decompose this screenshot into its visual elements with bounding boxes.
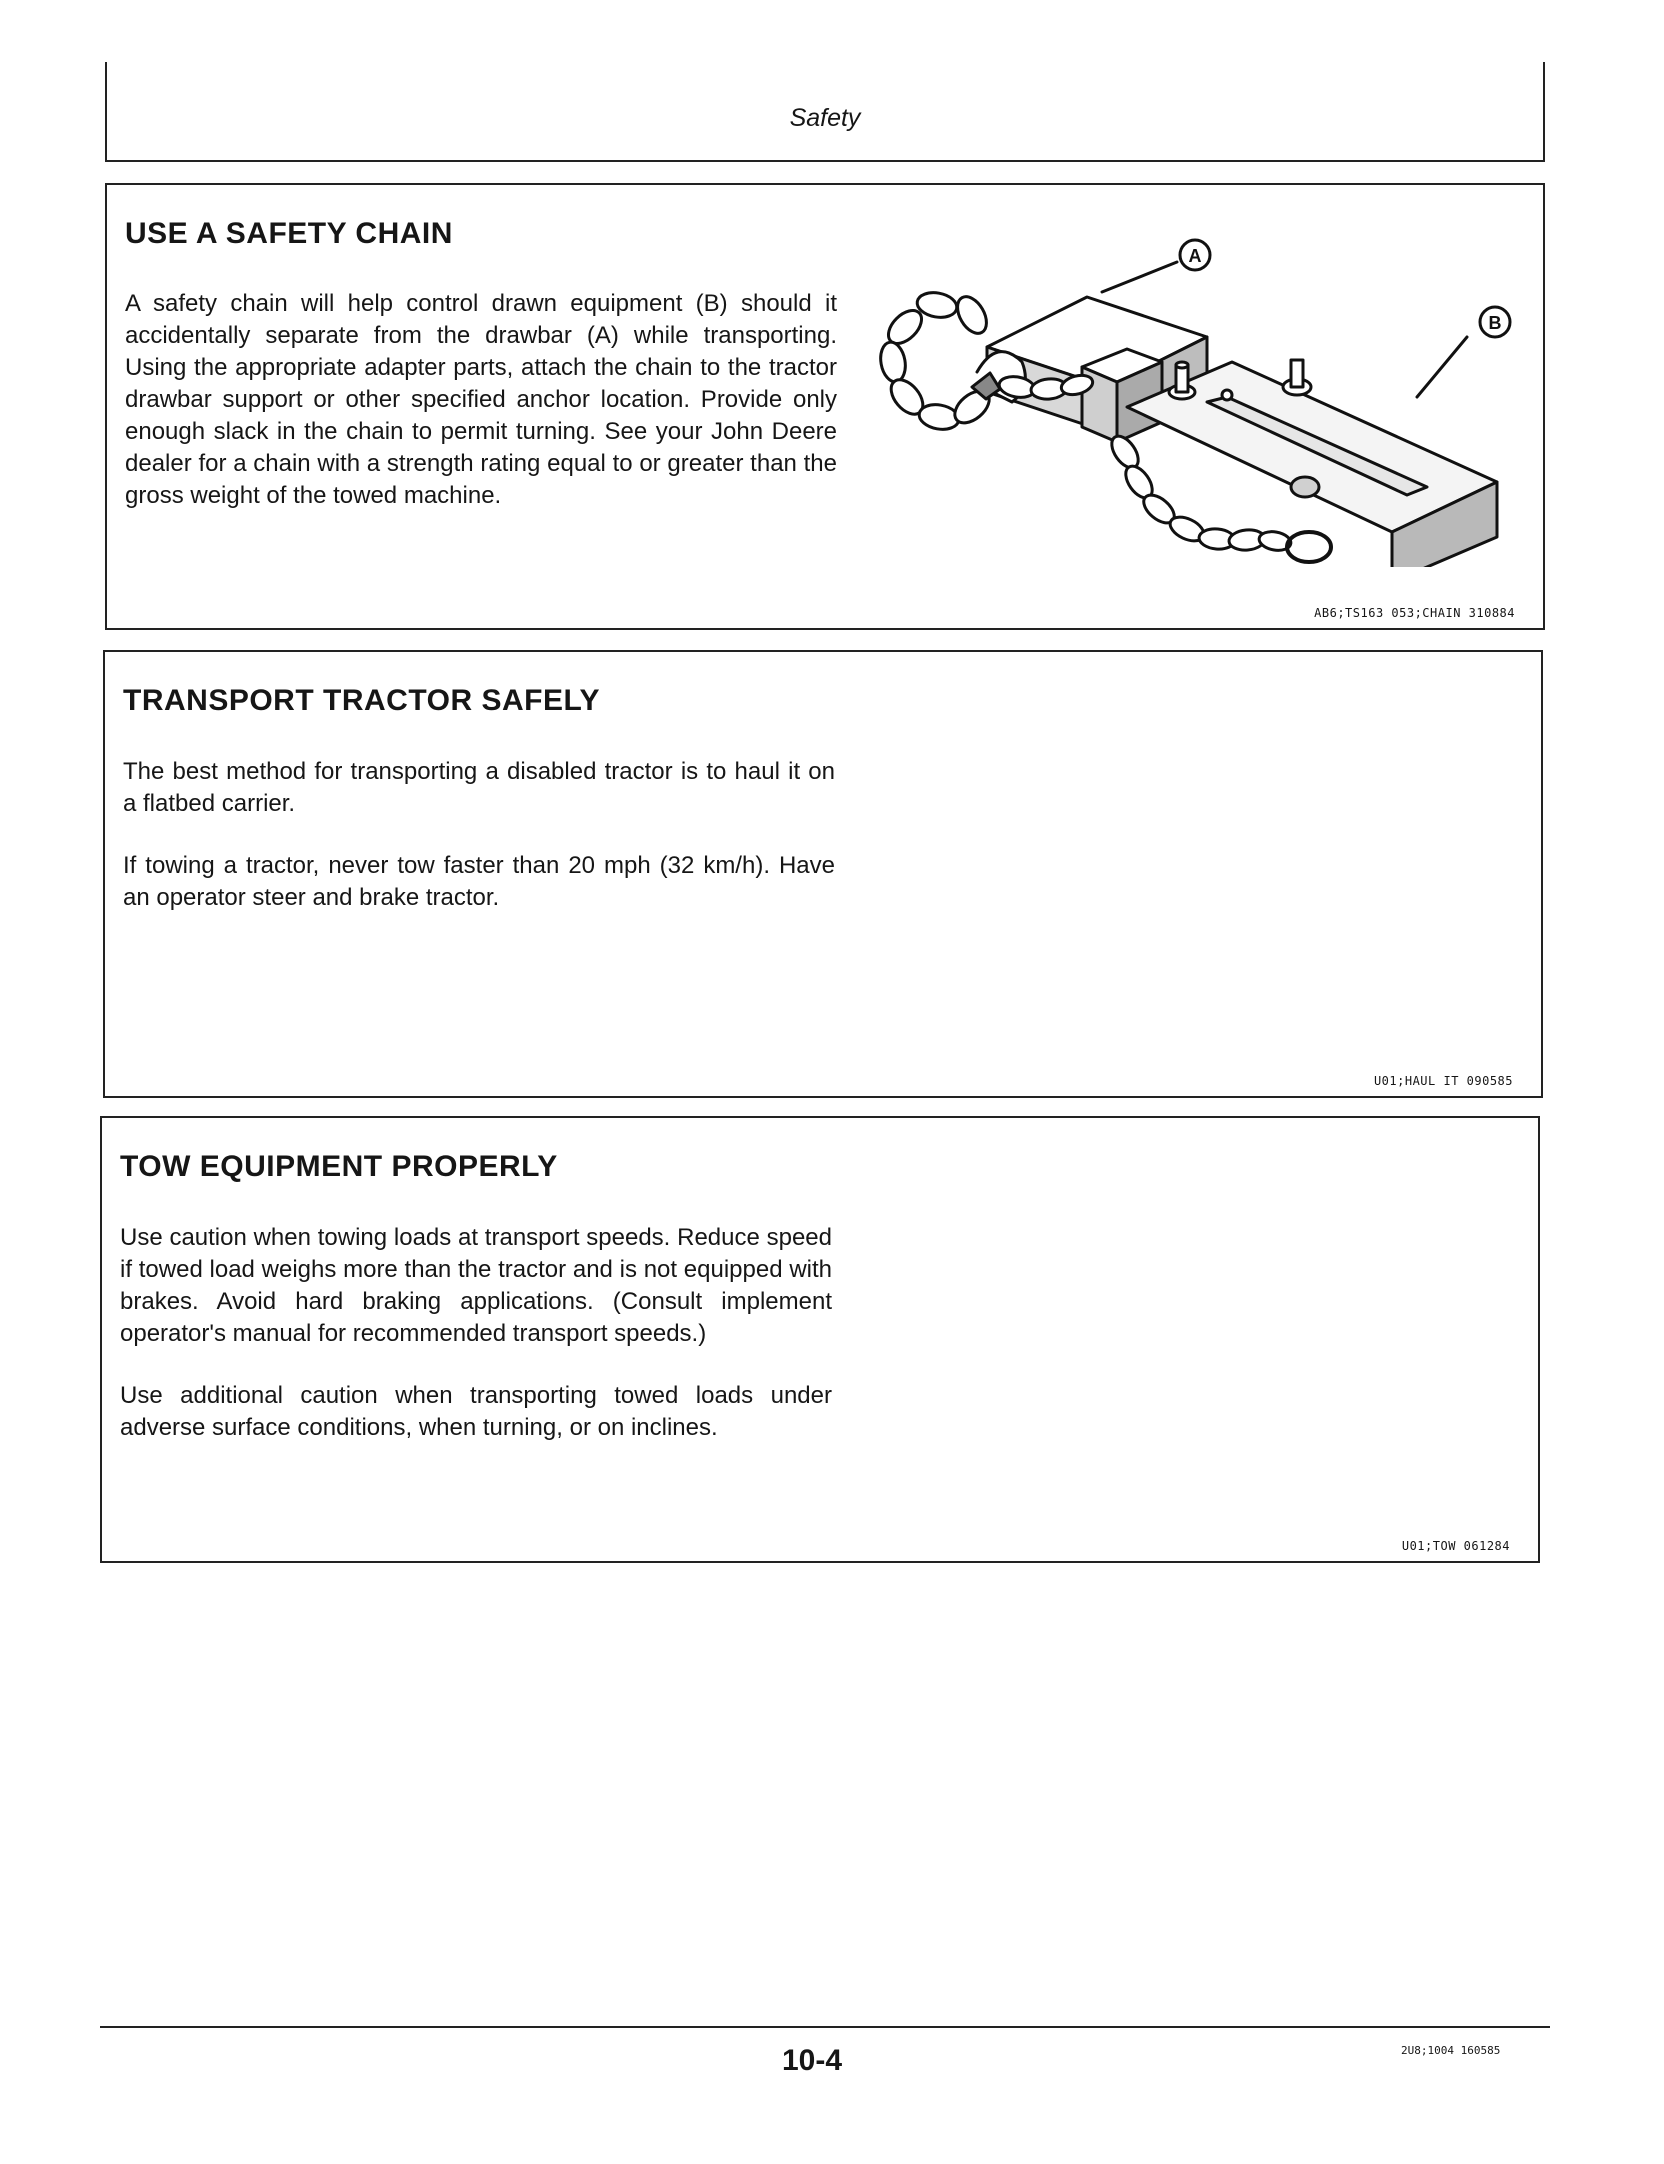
paragraph: A safety chain will help control drawn equipment (B) should it accidentally separate from the drawbar (A) while transporting. Using the appropriate adapter parts, attach the chain to the tractor drawbar support or other specified anchor location. Provide only enough slack in the chain to permit turning. See your John Deere dealer for a chain with a strength rating equal to or greater than the gross weight of the towed machine. <box>125 290 837 509</box>
section-transport-tractor <box>103 650 1543 1098</box>
section-tow-equipment <box>100 1116 1540 1563</box>
footer-code: 2U8;1004 160585 <box>1401 2044 1501 2057</box>
section-title: TRANSPORT TRACTOR SAFELY <box>123 684 601 717</box>
section-body <box>120 1222 832 1474</box>
page-header <box>105 62 1545 162</box>
figure-label-a: A <box>1188 246 1202 266</box>
paragraph: Use additional caution when transporting towed loads under adverse surface conditions, when turning, or on inclines. <box>120 1382 832 1441</box>
page-number: 10-4 <box>782 2044 843 2077</box>
section-safety-chain <box>105 183 1545 630</box>
footer-rule <box>100 2026 1550 2028</box>
figure-label-b: B <box>1488 313 1502 333</box>
header-title: Safety <box>789 104 861 132</box>
paragraph: The best method for transporting a disabled tractor is to haul it on a flatbed carrier. <box>123 758 835 817</box>
section-body <box>125 288 837 542</box>
section-code: AB6;TS163 053;CHAIN 310884 <box>1314 606 1515 620</box>
section-title: TOW EQUIPMENT PROPERLY <box>120 1150 558 1183</box>
section-body <box>123 756 835 944</box>
section-code: U01;TOW 061284 <box>1401 1539 1510 1553</box>
paragraph: If towing a tractor, never tow faster than 20 mph (32 km/h). Have an operator steer and brake tractor. <box>123 852 835 911</box>
safety-chain-drawbar-illustration <box>877 237 1557 567</box>
section-title: USE A SAFETY CHAIN <box>125 217 453 250</box>
paragraph: Use caution when towing loads at transport speeds. Reduce speed if towed load weighs more than the tractor and is not equipped with brakes. Avoid hard braking applications. (Consult implement operator's manual for recommended transport speeds.) <box>120 1224 832 1347</box>
section-code: U01;HAUL IT 090585 <box>1373 1074 1513 1088</box>
